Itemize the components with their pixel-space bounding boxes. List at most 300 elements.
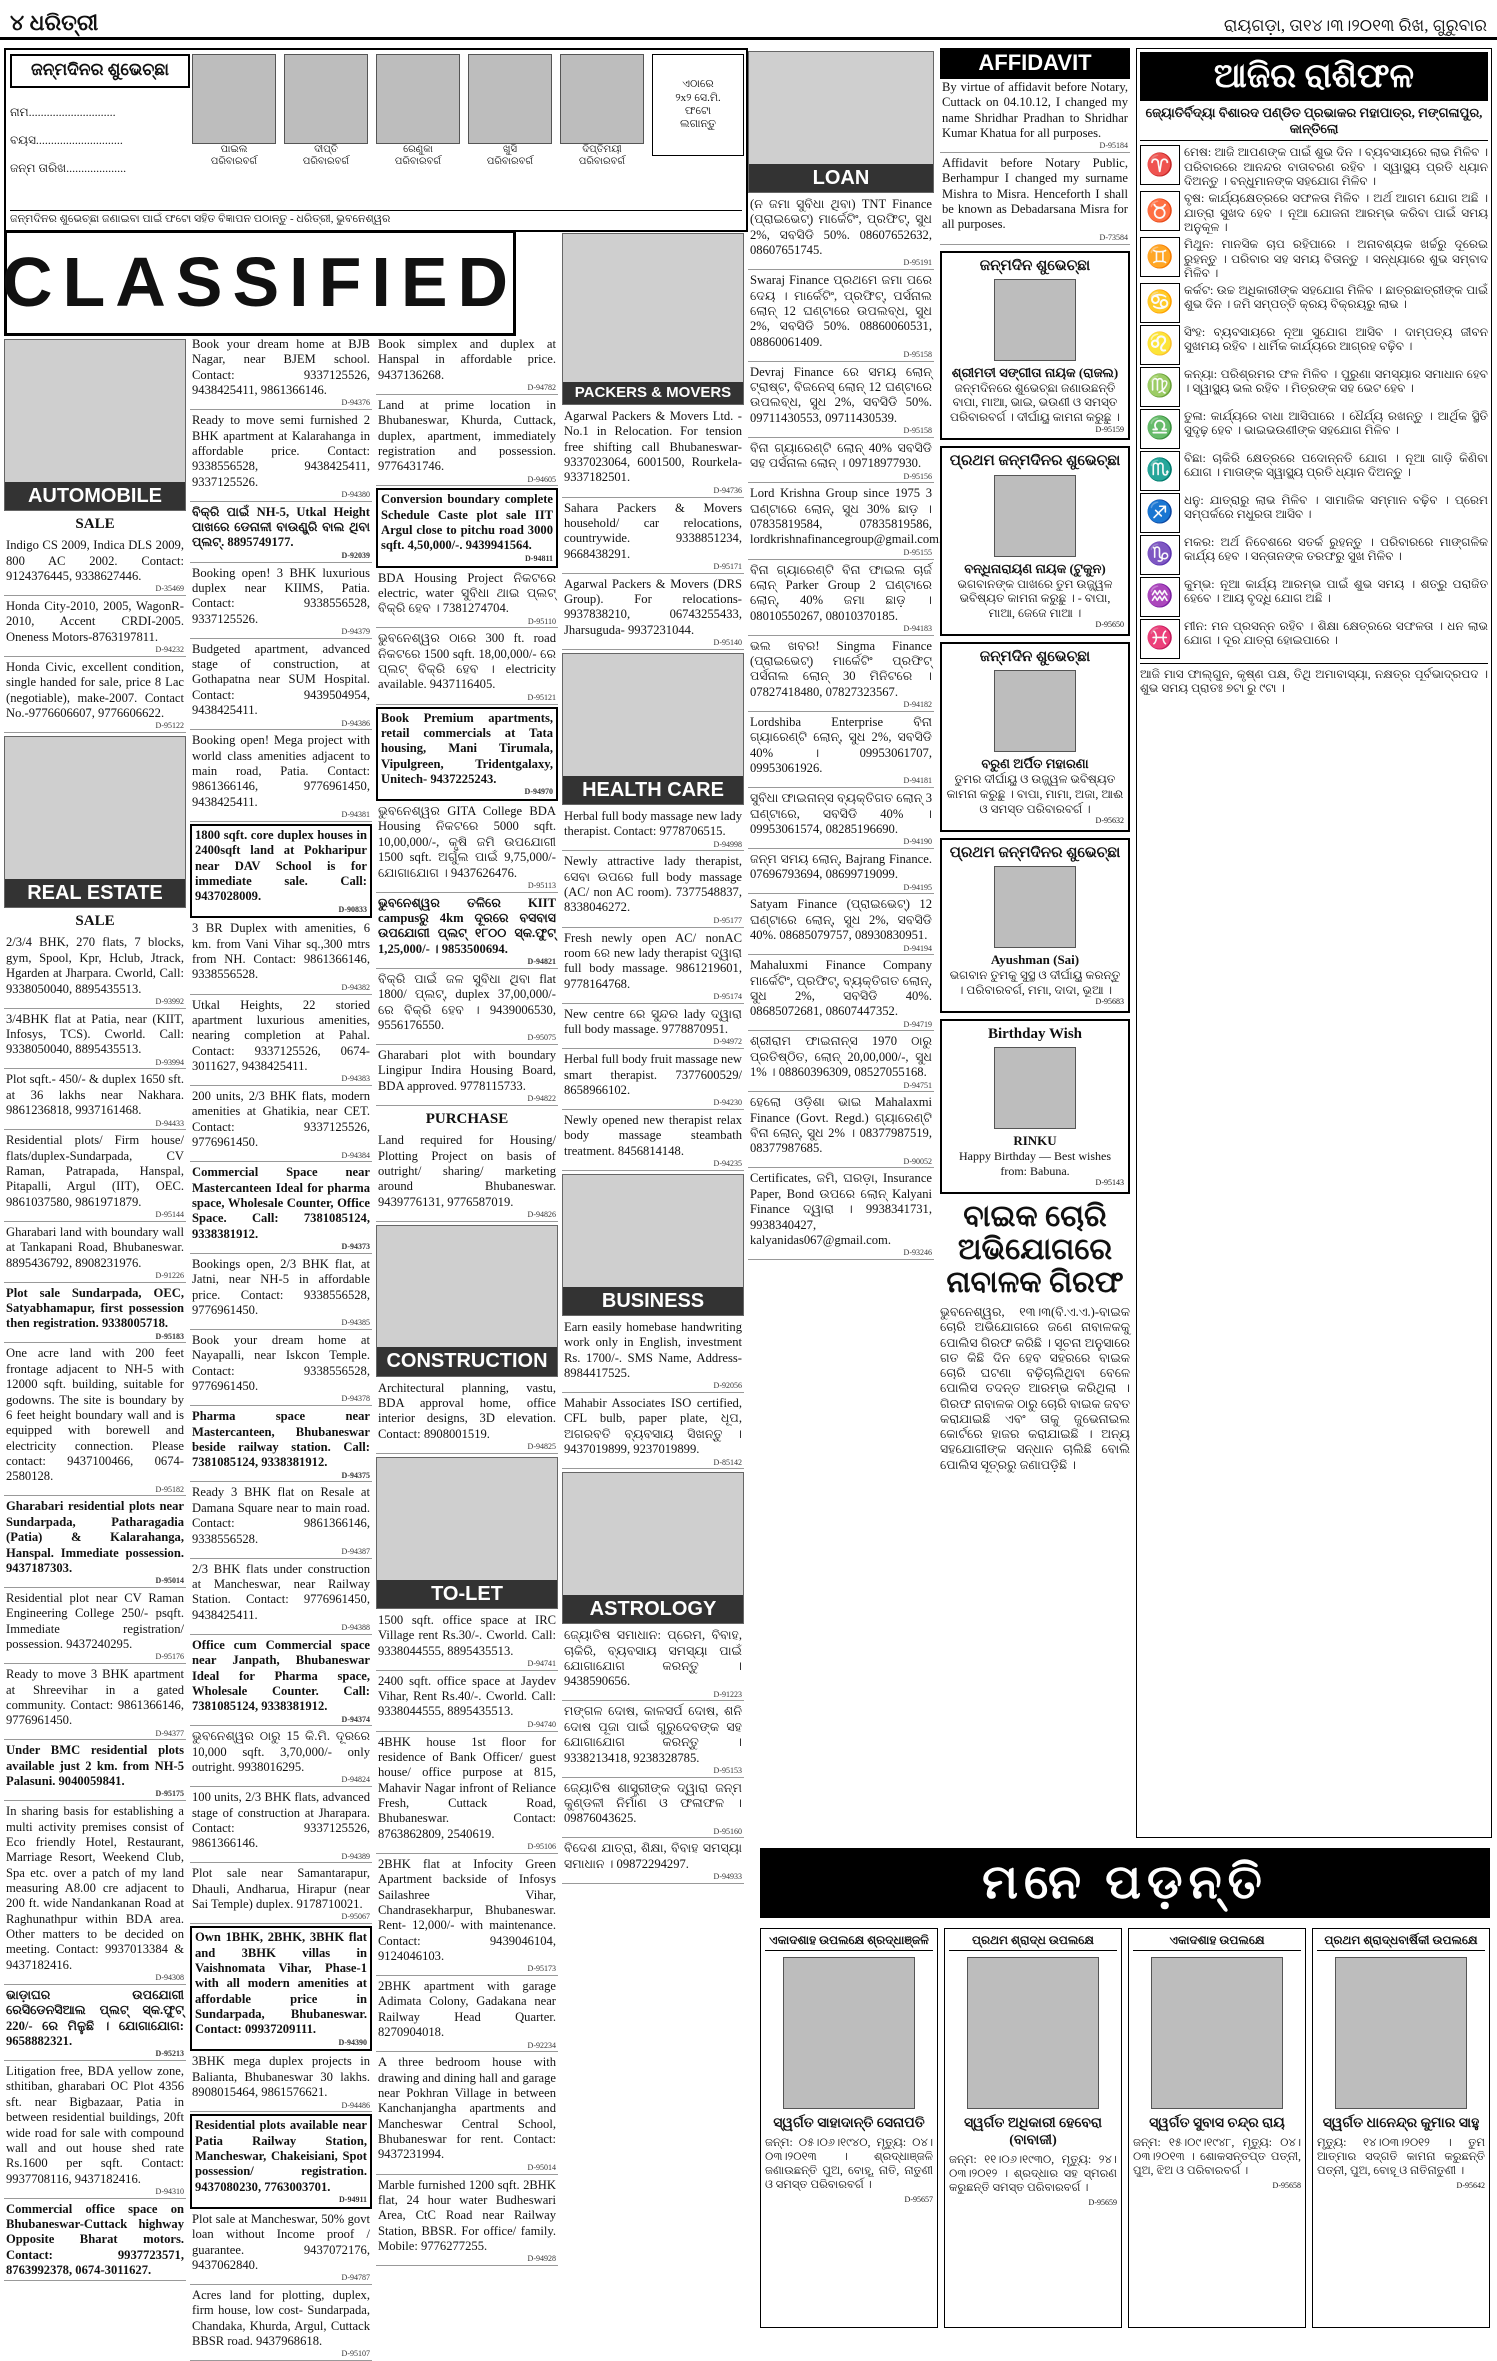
astrology-image — [562, 1472, 744, 1624]
section-purchase: PURCHASE — [425, 1110, 509, 1127]
zodiac-icon: ♐ — [1140, 493, 1180, 533]
classified-ad — [748, 638, 934, 712]
horoscope-entry — [1140, 325, 1488, 365]
ad-code: D-94377 — [155, 1728, 184, 1738]
ad-code: D-95160 — [713, 1826, 742, 1836]
ad-code: D-94385 — [341, 1318, 370, 1328]
classified-ad — [748, 1170, 934, 1260]
ad-text: Plot sqft.- 450/- & duplex 1650 sft. at 36 lakhs near Nakhara. 9861236818, 9937161468. — [6, 1072, 184, 1118]
classified-ad — [562, 500, 744, 574]
ad-code: D-94308 — [155, 1973, 184, 1983]
classified-ad — [376, 803, 558, 893]
ad-code: D-95122 — [155, 721, 184, 731]
ad-text: A three bedroom house with drawing and dining hall and garage near Pokhran Village in between Kanchanjangha apartments and Mancheswar Central School, Bhubaneswar for rent. Contact: 9437231994. — [378, 2055, 557, 2162]
ad-code: D-95155 — [903, 547, 932, 557]
ad-text: ହେଲୋ ଓଡ଼ିଶା ଭାଇ Mahalaxmi Finance (Govt. Regd.) ଗ୍ୟାରେଣ୍ଟି ବିନା ଲୋନ୍, ସୁଧ 2% । 08377987519, 08377987685. — [750, 1095, 932, 1156]
ad-code: D-95174 — [713, 992, 742, 1002]
affidavit-heading: AFFIDAVIT — [940, 48, 1130, 79]
birthday-entry: ଦୀପ୍ତି ପରିବାରବର୍ଗ — [284, 54, 368, 168]
classified-ad — [562, 1780, 744, 1839]
ad-code: D-94232 — [155, 645, 184, 655]
classified-ad — [4, 598, 186, 657]
classified-ad — [376, 1856, 558, 1976]
horoscope-text: ମିଥୁନ: ମାନସିକ ଚାପ ରହିପାରେ । ଅନାବଶ୍ୟକ ଖର୍ଚ୍ଚରୁ ଦୂରେଇ ରୁହନ୍ତୁ । ପରିବାର ସହ ସମୟ ବିତାନ୍ତୁ । ସନ୍ଧ୍ୟାରେ ଶୁଭ ସମ୍ବାଦ ମିଳିବ । — [1184, 236, 1488, 281]
classified-ad — [376, 397, 558, 487]
birthday-entry: ଦିପ୍ତିମୟୀ ପରିବାରବର୍ଗ — [560, 54, 644, 168]
wish-name: Ayushman (Sai) — [990, 952, 1080, 968]
classified-ad — [190, 1637, 372, 1727]
ad-text: ବିଦେଶ ଯାତ୍ରା, ଶିକ୍ଷା, ବିବାହ ସମସ୍ୟା ସମାଧାନ । 09872294297. — [564, 1841, 742, 1871]
classified-ad — [562, 930, 744, 1004]
classified-ad — [376, 707, 558, 802]
ad-text: 2BHK apartment with garage Adimata Colony, Gadakana near Railway Head Quarter. 8270904018. — [378, 1979, 556, 2040]
zodiac-icon: ♑ — [1140, 535, 1180, 575]
ad-code: D-95657 — [904, 2194, 933, 2204]
ad-text: Commercial Space near Mastercanteen Ideal for pharma space, Wholesale Counter, Office Space. Call: 7381085124, 9338381912. — [192, 1165, 370, 1241]
packers-ads — [562, 408, 744, 650]
ad-text: Land required for Housing/ Plotting Project on basis of outright/ sharing/ marketing around Bhubaneswar. 9439776131, 9776587019. — [378, 1133, 556, 1209]
ad-code: D-94751 — [903, 1080, 932, 1090]
construction-image — [376, 1225, 558, 1377]
affidavit-ads — [940, 79, 1130, 245]
ad-text: Indigo CS 2009, Indica DLS 2009, 800 AC 2002. Contact: 9124376445, 9338627446. — [6, 538, 184, 584]
health-care-banner: HEALTH CARE — [563, 776, 743, 804]
ad-text: 200 units, 2/3 BHK flats, modern amenities at Ghatikia, near CET. Contact: 9337125526, 9776961450. — [192, 1089, 370, 1150]
classified-ad — [376, 895, 558, 969]
classified-ad — [190, 2211, 372, 2285]
ad-text: Architectural planning, vastu, BDA approval home, office interior designs, 3D elevation. Contact: 8908001519. — [378, 1380, 556, 1441]
ad-code: D-95173 — [527, 1964, 556, 1974]
ad-text: Conversion boundary complete Schedule Caste plot sale IIT Argul close to pitchu road 3000 sqft. 4,50,000/-. 9439941564. — [381, 492, 553, 553]
ad-text: 3/4BHK flat at Patia, near (KIIT, Infosys, TCS). Cworld. Call: 9338050040, 8895435513. — [6, 1011, 184, 1057]
ad-code: D-95659 — [1088, 2197, 1117, 2207]
classified-ad — [748, 714, 934, 788]
ad-code: D-95158 — [903, 426, 932, 436]
child-photo — [284, 54, 368, 144]
birthday-photos — [192, 54, 744, 168]
ad-code: D-95113 — [527, 880, 556, 890]
wish-name: RINKU — [1013, 1133, 1057, 1149]
memoriam-text: ଜନ୍ମ: ୧୫।୦୯।୧୯୪୮, ମୃତ୍ୟୁ: ୦୪।୦୩।୨୦୧୩ । ଶୋକସନ୍ତପ୍ତ ପତ୍ନୀ, ପୁଅ, ଝିଅ ଓ ପରିବାରବର୍ଗ । — [1133, 2136, 1301, 2177]
wish-title: ଜନ୍ମଦିନ ଶୁଭେଚ୍ଛା — [979, 649, 1091, 666]
business-ads — [562, 1319, 744, 1469]
classified-ad — [190, 641, 372, 731]
packers-banner: PACKERS & MOVERS — [563, 382, 743, 404]
memoriam-photo — [783, 1957, 915, 2109]
memoriam-card — [944, 1928, 1122, 2328]
ad-code: D-91226 — [155, 1270, 184, 1280]
classified-ad — [748, 1033, 934, 1092]
ad-code: D-94605 — [527, 474, 556, 484]
wish-message: ଭଗବାନ ତୁମକୁ ସୁସ୍ଥ ଓ ଦୀର୍ଘାୟୁ କରନ୍ତୁ । ପରିବାରବର୍ଗ, ମମା, ଦାଦା, ଭୂଆ । — [949, 968, 1121, 997]
classified-ad — [190, 1865, 372, 1924]
ad-code: D-94373 — [341, 1242, 370, 1252]
ad-code: D-91223 — [713, 1689, 742, 1699]
horoscope-text: ଧନୁ: ଯାତ୍ରାରୁ ଲାଭ ମିଳିବ । ସାମାଜିକ ସମ୍ମାନ ବଢ଼ିବ । ପ୍ରେମ ସମ୍ପର୍କରେ ମଧୁରତା ଆସିବ । — [1184, 492, 1488, 522]
ad-code: D-94787 — [341, 2273, 370, 2283]
ad-code: D-94374 — [341, 1714, 370, 1724]
ad-code: D-94388 — [341, 1623, 370, 1633]
ad-text: Book your dream home at Nayapalli, near Iskcon Temple. Contact: 9338556528, 9776961450. — [192, 1333, 370, 1394]
automobile-banner: AUTOMOBILE — [5, 482, 185, 510]
classified-ad — [748, 562, 934, 636]
ad-code: D-94380 — [341, 489, 370, 499]
ad-code: D-90833 — [338, 904, 367, 914]
horoscope-text: ବୃଷ: କାର୍ଯ୍ୟକ୍ଷେତ୍ରରେ ସଫଳତା ମିଳିବ । ଅର୍ଥ ଆଗମ ଯୋଗ ଅଛି । ଯାତ୍ରା ସୁଖଦ ହେବ । ନୂଆ ଯୋଜନା ଆରମ୍ଭ କରିବା ପାଇଁ ସମୟ ଅନୁକୂଳ । — [1184, 191, 1488, 235]
ad-text: Honda Civic, excellent condition, single handed for sale, price 8 Lac (negotiable), make-2007. Contact No.-9776606607, 9776606622. — [6, 659, 184, 721]
real-estate-banner: REAL ESTATE — [5, 879, 185, 907]
ad-code: D-94811 — [525, 553, 553, 563]
ad-text: Earn easily homebase handwriting work only in English, investment Rs. 1700/-. SMS Name, Address- 8984417525. — [564, 1319, 742, 1380]
ad-text: Residential plots available near Patia Railway Station, Mancheswar, Chakeisiani, Spot possession/ registration. 9437080230, 7763003701. — [195, 2118, 367, 2194]
ad-code: D-94376 — [341, 398, 370, 408]
wish-photo — [994, 866, 1076, 948]
ad-code: D-95658 — [1272, 2180, 1301, 2190]
birthday-wish — [940, 642, 1130, 832]
ad-code: D-92234 — [527, 2040, 556, 2050]
ad-code: D-94310 — [155, 2186, 184, 2196]
ad-code: D-95156 — [903, 471, 932, 481]
ad-code: D-95067 — [341, 1912, 370, 1922]
section-sale: SALE — [75, 913, 115, 930]
ad-text: ମଙ୍ଗଳ ଦୋଷ, କାଳସର୍ପ ଦୋଷ, ଶନି ଦୋଷ ପୂଜା ପାଇଁ ଗୁରୁଦେବଙ୍କ ସହ ଯୋଗାଯୋଗ କରନ୍ତୁ । 9338213418, 9238328785. — [564, 1704, 742, 1765]
ad-text: Honda City-2010, 2005, WagonR-2010, Accent CRDI-2005. Oneness Motors-8763197811. — [6, 599, 184, 644]
health-care-ads — [562, 808, 744, 1171]
classified-ad — [190, 1408, 372, 1482]
ad-code: D-94195 — [903, 882, 932, 892]
ad-text: ଶ୍ରୀରାମ ଫାଇନାନ୍ସ 1970 ଠାରୁ ପ୍ରତିଷ୍ଠିତ, ଲୋନ୍ 20,00,000/-, ସୁଧ 1% । 08860396309, 08527055168. — [750, 1034, 932, 1080]
ad-text: Book Premium apartments, retail commercials at Tata housing, Mani Tirumala, Vipulgreen, Tridentgalaxy, Unitech- 9437225243. — [381, 710, 553, 787]
ad-text: Lordshiba Enterprise ବିନା ଗ୍ୟାରେଣ୍ଟି ଲୋନ୍, ସୁଧ 2%, ସବସିଡି 40% । 09953061707, 09953061926. — [750, 714, 932, 776]
ad-text: Mahaluxmi Finance Company ମାର୍କେଟିଂ, ପ୍ରଫିଟ୍, ବ୍ୟକ୍ତିଗତ ଲୋନ୍, ସୁଧ 2%, ସବସିଡି 40%. 08685072681, 08607447352. — [750, 958, 932, 1019]
construction-banner: CONSTRUCTION — [377, 1347, 557, 1375]
ad-code: D-95014 — [155, 1576, 184, 1586]
business-banner: BUSINESS — [563, 1287, 743, 1315]
birthday-wish — [940, 1019, 1130, 1194]
horoscope-text: ବିଛା: ଚାକିରି କ୍ଷେତ୍ରରେ ପଦୋନ୍ନତି ଯୋଗ । ନୂଆ ଗାଡ଼ି କିଣିବା ଯୋଗ । ମାତାଙ୍କ ସ୍ୱାସ୍ଥ୍ୟ ପ୍ରତି ଧ୍ୟାନ ଦିଅନ୍ତୁ । — [1184, 450, 1488, 480]
classified-ad — [4, 659, 186, 733]
classified-ad — [376, 1612, 558, 1671]
real-estate-ads — [4, 934, 186, 2280]
ad-code: D-94998 — [713, 839, 742, 849]
classified-ad — [190, 412, 372, 502]
ad-code: D-94379 — [341, 627, 370, 636]
classified-ad — [376, 336, 558, 395]
memoriam-heading: ଏକାଦଶାହ ଉପଲକ୍ଷେ ଶ୍ରଦ୍ଧାଞ୍ଜଳି — [765, 1933, 933, 1951]
horoscope-entry — [1140, 191, 1488, 235]
ad-text: Satyam Finance (ପ୍ରାଇଭେଟ୍) 12 ଘଣ୍ଟାରେ ଲୋନ୍, ସୁଧ 2%, ସବସିଡି 40%. 08685079757, 08930830951. — [750, 897, 932, 943]
ad-text: ଭାଡ଼ାଘର ଉପଯୋଗୀ ରେସିଡେନସିଆଲ ପ୍ଲଟ୍ ସ୍କ.ଫୁଟ୍ 220/- ରେ ମିଳୁଛି । ଯୋଗାଯୋଗ: 9658882321. — [6, 1987, 184, 2048]
ad-code: D-94182 — [903, 700, 932, 710]
classified-ad — [190, 336, 372, 410]
classified-ad — [376, 1380, 558, 1454]
ad-text: Residential plots/ Firm house/ flats/duplex-Sundarpada, CV Raman, Patrapada, Hanspal, Pitapalli, Argul (IIT), OEC. 9861037580, 9861971879. — [6, 1133, 184, 1209]
automobile-image — [4, 339, 186, 511]
zodiac-icon: ♈ — [1140, 145, 1180, 185]
ad-text: Herbal full body massage new lady therapist. Contact: 9778706515. — [564, 808, 743, 839]
ad-code: D-93994 — [155, 1057, 184, 1067]
ad-code: D-94933 — [713, 1872, 742, 1882]
ad-text: Under BMC residential plots available just 2 km. from NH-5 Palasuni. 9040059841. — [6, 1743, 184, 1789]
ad-text: Acres land for plotting, duplex, firm house, low cost- Sundarpada, Chandaka, Khurda, Argul, Cuttack BBSR road. 9437968618. — [192, 2288, 370, 2349]
ad-text: Devraj Finance ରେ ସମୟ ଲୋନ୍ ଟ୍ରାଷ୍ଟ, ବିଜନେସ୍ ଲୋନ୍ 12 ଘଣ୍ଟାରେ ଉପଲବ୍ଧ, ସୁଧ 2%, ସବସିଡି 50%. 09711430553, 09711430539. — [750, 364, 932, 425]
memoriam-photo — [1151, 1957, 1283, 2109]
ad-text: Booking open! Mega project with world class amenities adjacent to main road, Patia. Contact: 9861366146, 9776961450, 9438425411. — [192, 733, 370, 809]
ad-text: Utkal Heights, 22 storied apartment luxurious amenities, nearing completion at Pahal. Contact: 9337125526, 0674-3011627, 9438425411. — [192, 997, 370, 1074]
ad-text: New centre ରେ ସୁନ୍ଦର lady ଦ୍ୱାରା full body massage. 9778870951. — [564, 1006, 742, 1037]
ad-code: D-94378 — [341, 1394, 370, 1404]
birthday-form — [10, 98, 186, 182]
horoscope-title: ଆଜିର ରାଶିଫଳ — [1140, 52, 1488, 101]
ad-text: Gharabari plot with boundary Lingipur Indira Housing Board, BDA approved. 9778115733. — [378, 1048, 556, 1093]
ad-text: ବିନା ଗ୍ୟାରେଣ୍ଟି ବିନା ଫାଇଲ ଚାର୍ଜ ଲୋନ୍ Parker Group 2 ଘଣ୍ଟାରେ ଲୋନ୍, 40% ଜମା ଛାଡ଼ । 08010550267, 08010370185. — [750, 562, 932, 623]
wish-message: ଜନ୍ମଦିନରେ ଶୁଭେଚ୍ଛା ଜଣାଉଛନ୍ତି ବାପା, ମାଆ, ଭାଇ, ଭଉଣୀ ଓ ସମସ୍ତ ପରିବାରବର୍ଗ । ଦୀର୍ଘାୟୁ କାମନା କରୁଛୁ । — [950, 380, 1120, 424]
ad-code: D-94736 — [713, 485, 742, 495]
ad-code: D-95175 — [155, 1789, 184, 1799]
ad-text: 2BHK flat at Infocity Green Apartment backside of Infosys Sailashree Vihar, Chandrasekharpur, Bhubaneswar. Rent- 12,000/- with maintenance. Contact: 9439046104, 9124046103. — [378, 1856, 556, 1963]
ad-code: D-94433 — [155, 1118, 184, 1128]
horoscope-text: କର୍କଟ: ଉଚ୍ଚ ଅଧିକାରୀଙ୍କ ସହଯୋଗ ମିଳିବ । ଛାତ୍ରଛାତ୍ରୀଙ୍କ ପାଇଁ ଶୁଭ ଦିନ । ଜମି ସମ୍ପତ୍ତି କ୍ରୟ ବିକ୍ରୟରୁ ଲାଭ । — [1184, 282, 1488, 312]
horoscope-text: ତୁଳା: କାର୍ଯ୍ୟରେ ବାଧା ଆସିପାରେ । ଧୈର୍ଯ୍ୟ ରଖନ୍ତୁ । ଆର୍ଥିକ ସ୍ଥିତି ସୁଦୃଢ଼ ହେବ । ଭାଇଭଉଣୀଙ୍କ ସହଯୋଗ ମିଳିବ । — [1184, 408, 1488, 438]
classified-ad — [190, 732, 372, 822]
classified-ad — [562, 1627, 744, 1701]
ad-code: D-94390 — [338, 2037, 367, 2047]
classified-ad — [190, 1728, 372, 1787]
classified-ad — [190, 2114, 372, 2209]
classified-ad — [190, 997, 372, 1087]
classified-ad — [190, 1484, 372, 1558]
memoriam-heading: ଏକାଦଶାହ ଉପଲକ୍ଷେ — [1133, 1933, 1301, 1951]
ad-text: Sahara Packers & Movers household/ car relocations, countrywide. 9338851234, 9668438291. — [564, 500, 742, 561]
ad-text: Office cum Commercial space near Janpath, Bhubaneswar Ideal for Pharma space, Wholesale Counter. Call: 7381085124, 9338381912. — [192, 1637, 370, 1714]
ad-code: D-95153 — [713, 1765, 742, 1775]
horoscope-list — [1140, 145, 1488, 659]
child-photo — [468, 54, 552, 144]
wish-title: ପ୍ରଥମ ଜନ୍ମଦିନର ଶୁଭେଚ୍ଛା — [949, 844, 1121, 861]
ad-code: D-94824 — [341, 1775, 370, 1785]
zodiac-icon: ♋ — [1140, 283, 1180, 323]
memoriam-title: ମନେ ପଡ଼ନ୍ତି — [760, 1848, 1490, 1918]
ad-code: D-95171 — [713, 561, 742, 571]
classified-ad — [562, 808, 744, 851]
classified-ad — [562, 576, 744, 650]
ad-code: D-93246 — [903, 1248, 932, 1258]
birthday-entry: ପାଇଲ ପରିବାରବର୍ଗ — [192, 54, 276, 168]
zodiac-icon: ♉ — [1140, 191, 1180, 231]
classified-ad — [190, 504, 372, 563]
memoriam-card — [1312, 1928, 1490, 2328]
classified-ad — [4, 1071, 186, 1130]
ad-text: ବିନା ଗ୍ୟାରେଣ୍ଟି ଲୋନ୍ 40% ସବସିଡି ସହ ପର୍ସନାଲ ଲୋନ୍ । 09718977930. — [750, 440, 932, 471]
classified-ad — [376, 1734, 558, 1854]
classified-ad — [376, 1673, 558, 1732]
horoscope-text: କୁମ୍ଭ: ନୂଆ କାର୍ଯ୍ୟ ଆରମ୍ଭ ପାଇଁ ଶୁଭ ସମୟ । ଶତ୍ରୁ ପରାଜିତ ହେବେ । ଆୟ ବୃଦ୍ଧି ଯୋଗ ଅଛି । — [1184, 576, 1488, 606]
birthday-template — [4, 48, 748, 232]
ad-code: D-94383 — [341, 1074, 370, 1084]
classified-ad — [4, 537, 186, 596]
ad-code: D-90052 — [903, 1156, 932, 1166]
ad-code: D-94387 — [341, 1546, 370, 1556]
ad-text: In sharing basis for establishing a multi activity premises consist of Eco friendly Hotel, Restaurant, Marriage Resort, Weekend Club, Spa etc. over a patch of my land measuring A8.00 cre adjacent to 200 ft. wide Nandankanan Road at Raghunathpur within BDA area. Other matters to be decided on meeting. Contact: 9937013384 & 9437182416. — [6, 1804, 184, 1972]
wish-message: ଭଗବାନଙ୍କ ପାଖରେ ତୁମ ଉଜ୍ଜ୍ୱଳ ଭବିଷ୍ୟତ କାମନା କରୁଛୁ । - ବାପା, ମାଆ, ଜେଜେ ମାଆ । — [957, 576, 1113, 620]
ad-code: D-95144 — [155, 1210, 184, 1220]
ad-code: D-94235 — [713, 1159, 742, 1169]
ad-text: Ready to move 3 BHK apartment at Shreevihar in a gated community. Contact: 9861366146, 9776961450. — [6, 1667, 184, 1728]
classified-ad — [562, 1840, 744, 1883]
classified-ad — [376, 1978, 558, 2052]
ad-code: D-95075 — [527, 1033, 556, 1043]
classified-ad — [190, 1561, 372, 1635]
ad-code: D-85142 — [713, 1457, 742, 1467]
ad-code: D-94822 — [527, 1094, 556, 1104]
ad-code: D-92056 — [713, 1381, 742, 1391]
classified-ad — [4, 2201, 186, 2281]
ad-code: D-95642 — [1456, 2180, 1485, 2190]
classified-ad — [4, 1498, 186, 1588]
ad-code: D-94928 — [527, 2254, 556, 2264]
classified-ad — [748, 440, 934, 483]
ad-text: Newly opened new therapist relax body massage steambath treatment. 8456814148. — [564, 1113, 742, 1158]
classified-ad — [376, 2177, 558, 2267]
ad-text: Mahabir Associates ISO certified, CFL bulb, paper plate, ଧୂପ, ଅଗରବତି ବ୍ୟବସାୟ ସିଖନ୍ତୁ । 9437019899, 9237019899. — [564, 1396, 742, 1457]
classified-ad — [190, 1332, 372, 1406]
ad-text: ଭୁବନେଶ୍ୱର ଠାରୁ 15 କି.ମି. ଦୂରରେ 10,000 sqft. 3,70,000/- only outright. 9938016295. — [192, 1729, 370, 1775]
classified-ad — [376, 630, 558, 704]
child-photo — [376, 54, 460, 144]
horoscope-entry — [1140, 535, 1488, 575]
ad-text: Pharma space near Mastercanteen, Bhubaneswar beside railway station. Call: 7381085124, 9338381912. — [192, 1409, 370, 1470]
page-header — [0, 0, 1497, 40]
zodiac-icon: ♒ — [1140, 577, 1180, 617]
memoriam-photo — [1335, 1957, 1467, 2109]
birthday-title: ଜନ୍ମଦିନର ଶୁଭେଚ୍ଛା — [10, 54, 190, 88]
ad-text: Litigation free, BDA yellow zone, sthitiban, gharabari OC Plot 4356 sft. near Bigbazaar, Patia in between residential buildings, 20ft wide road for sale with compound wall and out house shed rate Rs.1600 per sqft. Contact: 9937708116, 9437182416. — [6, 2064, 184, 2186]
child-photo — [560, 54, 644, 144]
horoscope-entry — [1140, 619, 1488, 659]
horoscope-astrologer: ଜ୍ୟୋତିର୍ବିଦ୍ୟା ବିଶାରଦ ପଣ୍ଡିତ ପ୍ରଭାକର ମହାପାତ୍ର, ମଙ୍ଗଳାପୁର, କାନ୍ତିଲୋ — [1140, 105, 1488, 141]
ad-text: 2400 sqft. office space at Jaydev Vihar, Rent Rs.40/-. Cworld. Call: 9338044555, 8895435513. — [378, 1673, 556, 1719]
classified-ad — [562, 1319, 744, 1393]
horoscope-entry — [1140, 409, 1488, 449]
ad-text: Affidavit before Notary Public, Berhampur I changed my surname Mishra to Misra. Henceforth I shall be known as Debadarsana Misra for all purposes. — [942, 156, 1128, 232]
ad-code: D-95140 — [713, 638, 742, 648]
ad-text: Fresh newly open AC/ nonAC room ରେ new lady therapist ଦ୍ୱାରା full body massage. 9861219601, 9778164768. — [564, 930, 742, 991]
classified-ad — [562, 1051, 744, 1110]
column-property — [190, 336, 372, 2359]
ad-code: D-94486 — [341, 2100, 370, 2110]
section-sale: SALE — [75, 516, 115, 532]
ad-code: D-94782 — [527, 383, 556, 393]
news-body: ଭୁବନେଶ୍ୱର, ୧୩।୩(ବି.ଏ.ଏ.)-ବାଇକ ଚୋରି ଅଭିଯୋଗରେ ଜଣେ ନାବାଳକକୁ ପୋଲିସ ଗିରଫ କରିଛି । ସୂଚନା ଅନୁସାରେ ଗତ କିଛି ଦିନ ହେବ ସହରରେ ବାଇକ ଚୋରି ଘଟଣା ବଢ଼ିଚାଲିଥିବା ବେଳେ ପୋଲିସ ତଦନ୍ତ ଆରମ୍ଭ କରିଥିଲା । ଗିରଫ ନାବାଳକ ଠାରୁ ଚୋରି ବାଇକ ଜବତ କରାଯାଇଛି ଏବଂ ତାକୁ ଜୁଭେନାଇଲ କୋର୍ଟରେ ହାଜର କରାଯାଇଛି । ଅନ୍ୟ ସହଯୋଗୀଙ୍କ ସନ୍ଧାନ ଚାଲିଛି ବୋଲି ପୋଲିସ ସୂତ୍ରରୁ ଜଣାପଡ଼ିଛି । — [940, 1305, 1130, 1472]
zodiac-icon: ♌ — [1140, 325, 1180, 365]
birthday-field: ନାମ............................. — [10, 105, 116, 119]
ad-code: D-95683 — [1095, 997, 1124, 1007]
memoriam-card — [760, 1928, 938, 2328]
classified-ad — [562, 1395, 744, 1469]
memoriam-heading: ପ୍ରଥମ ଶ୍ରାଦ୍ଧ ଉପଲକ୍ଷେ — [949, 1933, 1117, 1951]
ad-text: BDA Housing Project ନିକଟରେ electric, water ସୁବିଧା ଥାଇ ପ୍ଲଟ୍ ବିକ୍ରି ହେବ । 7381274704. — [378, 570, 556, 616]
ad-code: D-95110 — [527, 616, 556, 626]
ad-text: ଜ୍ୟୋତିଷ ଶାସ୍ତ୍ରୀଙ୍କ ଦ୍ୱାରା ଜନ୍ମ କୁଣ୍ଡଳୀ ନିର୍ମାଣ ଓ ଫଳାଫଳ । 09876043625. — [564, 1780, 742, 1826]
classified-ad — [190, 2053, 372, 2112]
classified-ad — [190, 1256, 372, 1330]
horoscope-entry — [1140, 283, 1488, 323]
memoriam-card — [1128, 1928, 1306, 2328]
ad-code: D-95182 — [155, 1484, 184, 1494]
classified-ad — [562, 1006, 744, 1049]
ad-text: ଜନ୍ମ ସମୟ ଲୋନ୍, Bajrang Finance. 07696793694, 08699719099. — [750, 851, 932, 882]
ad-text: ଜ୍ୟୋତିଷ ସମାଧାନ: ପ୍ରେମ, ବିବାହ, ଚାକିରି, ବ୍ୟବସାୟ ସମସ୍ୟା ପାଇଁ ଯୋଗାଯୋଗ କରନ୍ତୁ । 9438590656. — [564, 1628, 742, 1689]
classified-ad — [748, 196, 934, 270]
ad-text: Newly attractive lady therapist, ସେବା ଉପରେ full body massage (AC/ non AC room). 7377548837, 8338046272. — [564, 854, 742, 915]
wish-message: ତୁମର ଦୀର୍ଘାୟୁ ଓ ଉଜ୍ଜ୍ୱଳ ଭବିଷ୍ୟତ କାମନା କରୁଛୁ । ବାପା, ମାମା, ଅଜା, ଆଈ ଓ ସମସ୍ତ ପରିବାରବର୍ଗ । — [946, 772, 1124, 816]
ad-code: D-95183 — [155, 1331, 184, 1341]
property-ads — [190, 336, 372, 2361]
wish-name: ଶ୍ରୀମତୀ ସଙ୍ଗୀତା ନାୟକ (ରାଜଲ) — [951, 364, 1119, 380]
wish-photo — [994, 670, 1076, 752]
ad-code: D-94741 — [527, 1658, 556, 1668]
birthday-wishes — [940, 251, 1130, 1195]
ad-code: D-94384 — [341, 1150, 370, 1160]
ad-text: (ନ ଜମା ସୁବିଧା ଥିବା) TNT Finance (ପ୍ରାଇଭେଟ୍) ମାର୍କେଟିଂ, ପ୍ରଫିଟ୍, ସୁଧ 2%, ସବସିଡି 50%. 08607652632, 08607651745. — [750, 197, 932, 258]
ad-code: D-94740 — [527, 1719, 556, 1729]
classified-ad — [4, 1011, 186, 1070]
ad-code: D-94970 — [524, 787, 553, 797]
classified-ad — [562, 408, 744, 498]
health-care-image — [562, 653, 744, 805]
classified-ad — [190, 920, 372, 994]
classified-ad — [4, 1987, 186, 2061]
horoscope-entry — [1140, 367, 1488, 407]
ad-code: D-95632 — [1095, 816, 1124, 826]
ad-text: One acre land with 200 feet frontage adjacent to NH-5 with 12000 sqft. building, suitable for godowns. The site is boundary by 6 feet height boundary wall and is equipped with borewell and electricity connection. Please contact: 9437100466, 0674-2580128. — [6, 1346, 184, 1484]
real-estate-image — [4, 736, 186, 908]
ad-text: Swaraj Finance ପ୍ରଥମେ ଜମା ପରେ ଦେୟ । ମାର୍କେଟିଂ, ପ୍ରଫିଟ୍, ପର୍ସନାଲ ଲୋନ୍ 12 ଘଣ୍ଟାରେ ଉପଲବ୍ଧ, ସୁଧ 2%, ସବସିଡି 50%. 08860060531, 08860061409. — [750, 273, 932, 349]
memoriam-photo — [967, 1957, 1099, 2109]
ad-code: D-94183 — [903, 624, 932, 634]
horoscope-text: ମେଷ: ଆଜି ଆପଣଙ୍କ ପାଇଁ ଶୁଭ ଦିନ । ବ୍ୟବସାୟରେ ଲାଭ ମିଳିବ । ପରିବାରରେ ଆନନ୍ଦର ବାତାବରଣ ରହିବ । ସ୍ୱାସ୍ଥ୍ୟ ପ୍ରତି ଧ୍ୟାନ ଦିଅନ୍ତୁ । ବନ୍ଧୁମାନଙ୍କ ସହଯୋଗ ମିଳିବ । — [1184, 145, 1488, 189]
ad-text: Gharabari land with boundary wall at Tankapani Road, Bhubaneswar. 8895436792, 8908231976. — [6, 1224, 184, 1270]
zodiac-icon: ♓ — [1140, 619, 1180, 659]
classified-ad — [748, 364, 934, 438]
ad-text: By virtue of affidavit before Notary, Cuttack on 04.10.12, I changed my name Shridhar Pradhan to Shridhar Kumar Khatua for all purposes. — [942, 79, 1128, 140]
ad-text: Own 1BHK, 2BHK, 3BHK flat and 3BHK villas in Vaishnomata Vihar, Phase-1 with all modern amenities at affordable price in Sundarpada, Bhubaneswar. Contact: 09937209111. — [195, 1930, 367, 2037]
ad-code: D-94719 — [903, 1019, 932, 1029]
ad-text: Marble furnished 1200 sqft. 2BHK flat, 24 hour water Budheswari Area, CtC Road near Railway Station, BBSR. For office/ family. Mobile: 9776277255. — [378, 2177, 556, 2253]
horoscope-text: ମକର: ଅର୍ଥ ନିବେଶରେ ସତର୍କ ରୁହନ୍ତୁ । ପରିବାରରେ ମାଙ୍ଗଳିକ କାର୍ଯ୍ୟ ହେବ । ସନ୍ତାନଙ୍କ ତରଫରୁ ସୁଖ ମିଳିବ । — [1184, 534, 1488, 564]
horoscope-entry — [1140, 145, 1488, 189]
ad-code: D-94972 — [713, 1037, 742, 1047]
column-services — [562, 230, 744, 2326]
horoscope-text: କନ୍ୟା: ପରିଶ୍ରମର ଫଳ ମିଳିବ । ପୁରୁଣା ସମସ୍ୟାର ସମାଧାନ ହେବ । ସ୍ୱାସ୍ଥ୍ୟ ଭଲ ରହିବ । ମିତ୍ରଙ୍କ ସହ ଭେଟ ହେବ । — [1184, 366, 1488, 396]
classified-ad — [4, 1345, 186, 1496]
child-photo — [192, 54, 276, 144]
ad-text: Ready to move semi furnished 2 BHK apartment at Kalarahanga in affordable price. Contact: 9338556528, 9438425411, 9337125526. — [192, 413, 370, 489]
ad-code: D-94194 — [903, 943, 932, 953]
classified-ad — [4, 2063, 186, 2199]
ad-text: ଭଲ ଖବର! Singma Finance (ପ୍ରାଇଭେଟ୍) ମାର୍କେଟିଂ ପ୍ରଫିଟ୍ ପର୍ସନାଲ ଲୋନ୍ 30 ମିନିଟରେ । 07827418480, 07827323567. — [750, 638, 932, 699]
astrology-banner: ASTROLOGY — [563, 1595, 743, 1623]
ad-text: Lord Krishna Group since 1975 3 ଘଣ୍ଟାରେ ଲୋନ୍, ସୁଧ 30% ଛାଡ଼ । 07835819584, 07835819586, lordkrishnafinancegroup@gmail.com. — [750, 486, 943, 547]
ad-code: D-95213 — [155, 2049, 184, 2059]
memoriam-heading: ପ୍ରଥମ ଶ୍ରାଦ୍ଧବାର୍ଷିକୀ ଉପଲକ୍ଷେ — [1317, 1933, 1485, 1951]
ad-code: D-95014 — [527, 2162, 556, 2172]
classified-ad — [190, 1789, 372, 1863]
classified-ad — [4, 1803, 186, 1985]
column-loan — [748, 48, 943, 1838]
horoscope-panel — [1136, 48, 1492, 1838]
ad-text: Plot sale Sundarpada, OEC, Satyabhamapur, first possession then registration. 9338005718. — [6, 1285, 184, 1331]
